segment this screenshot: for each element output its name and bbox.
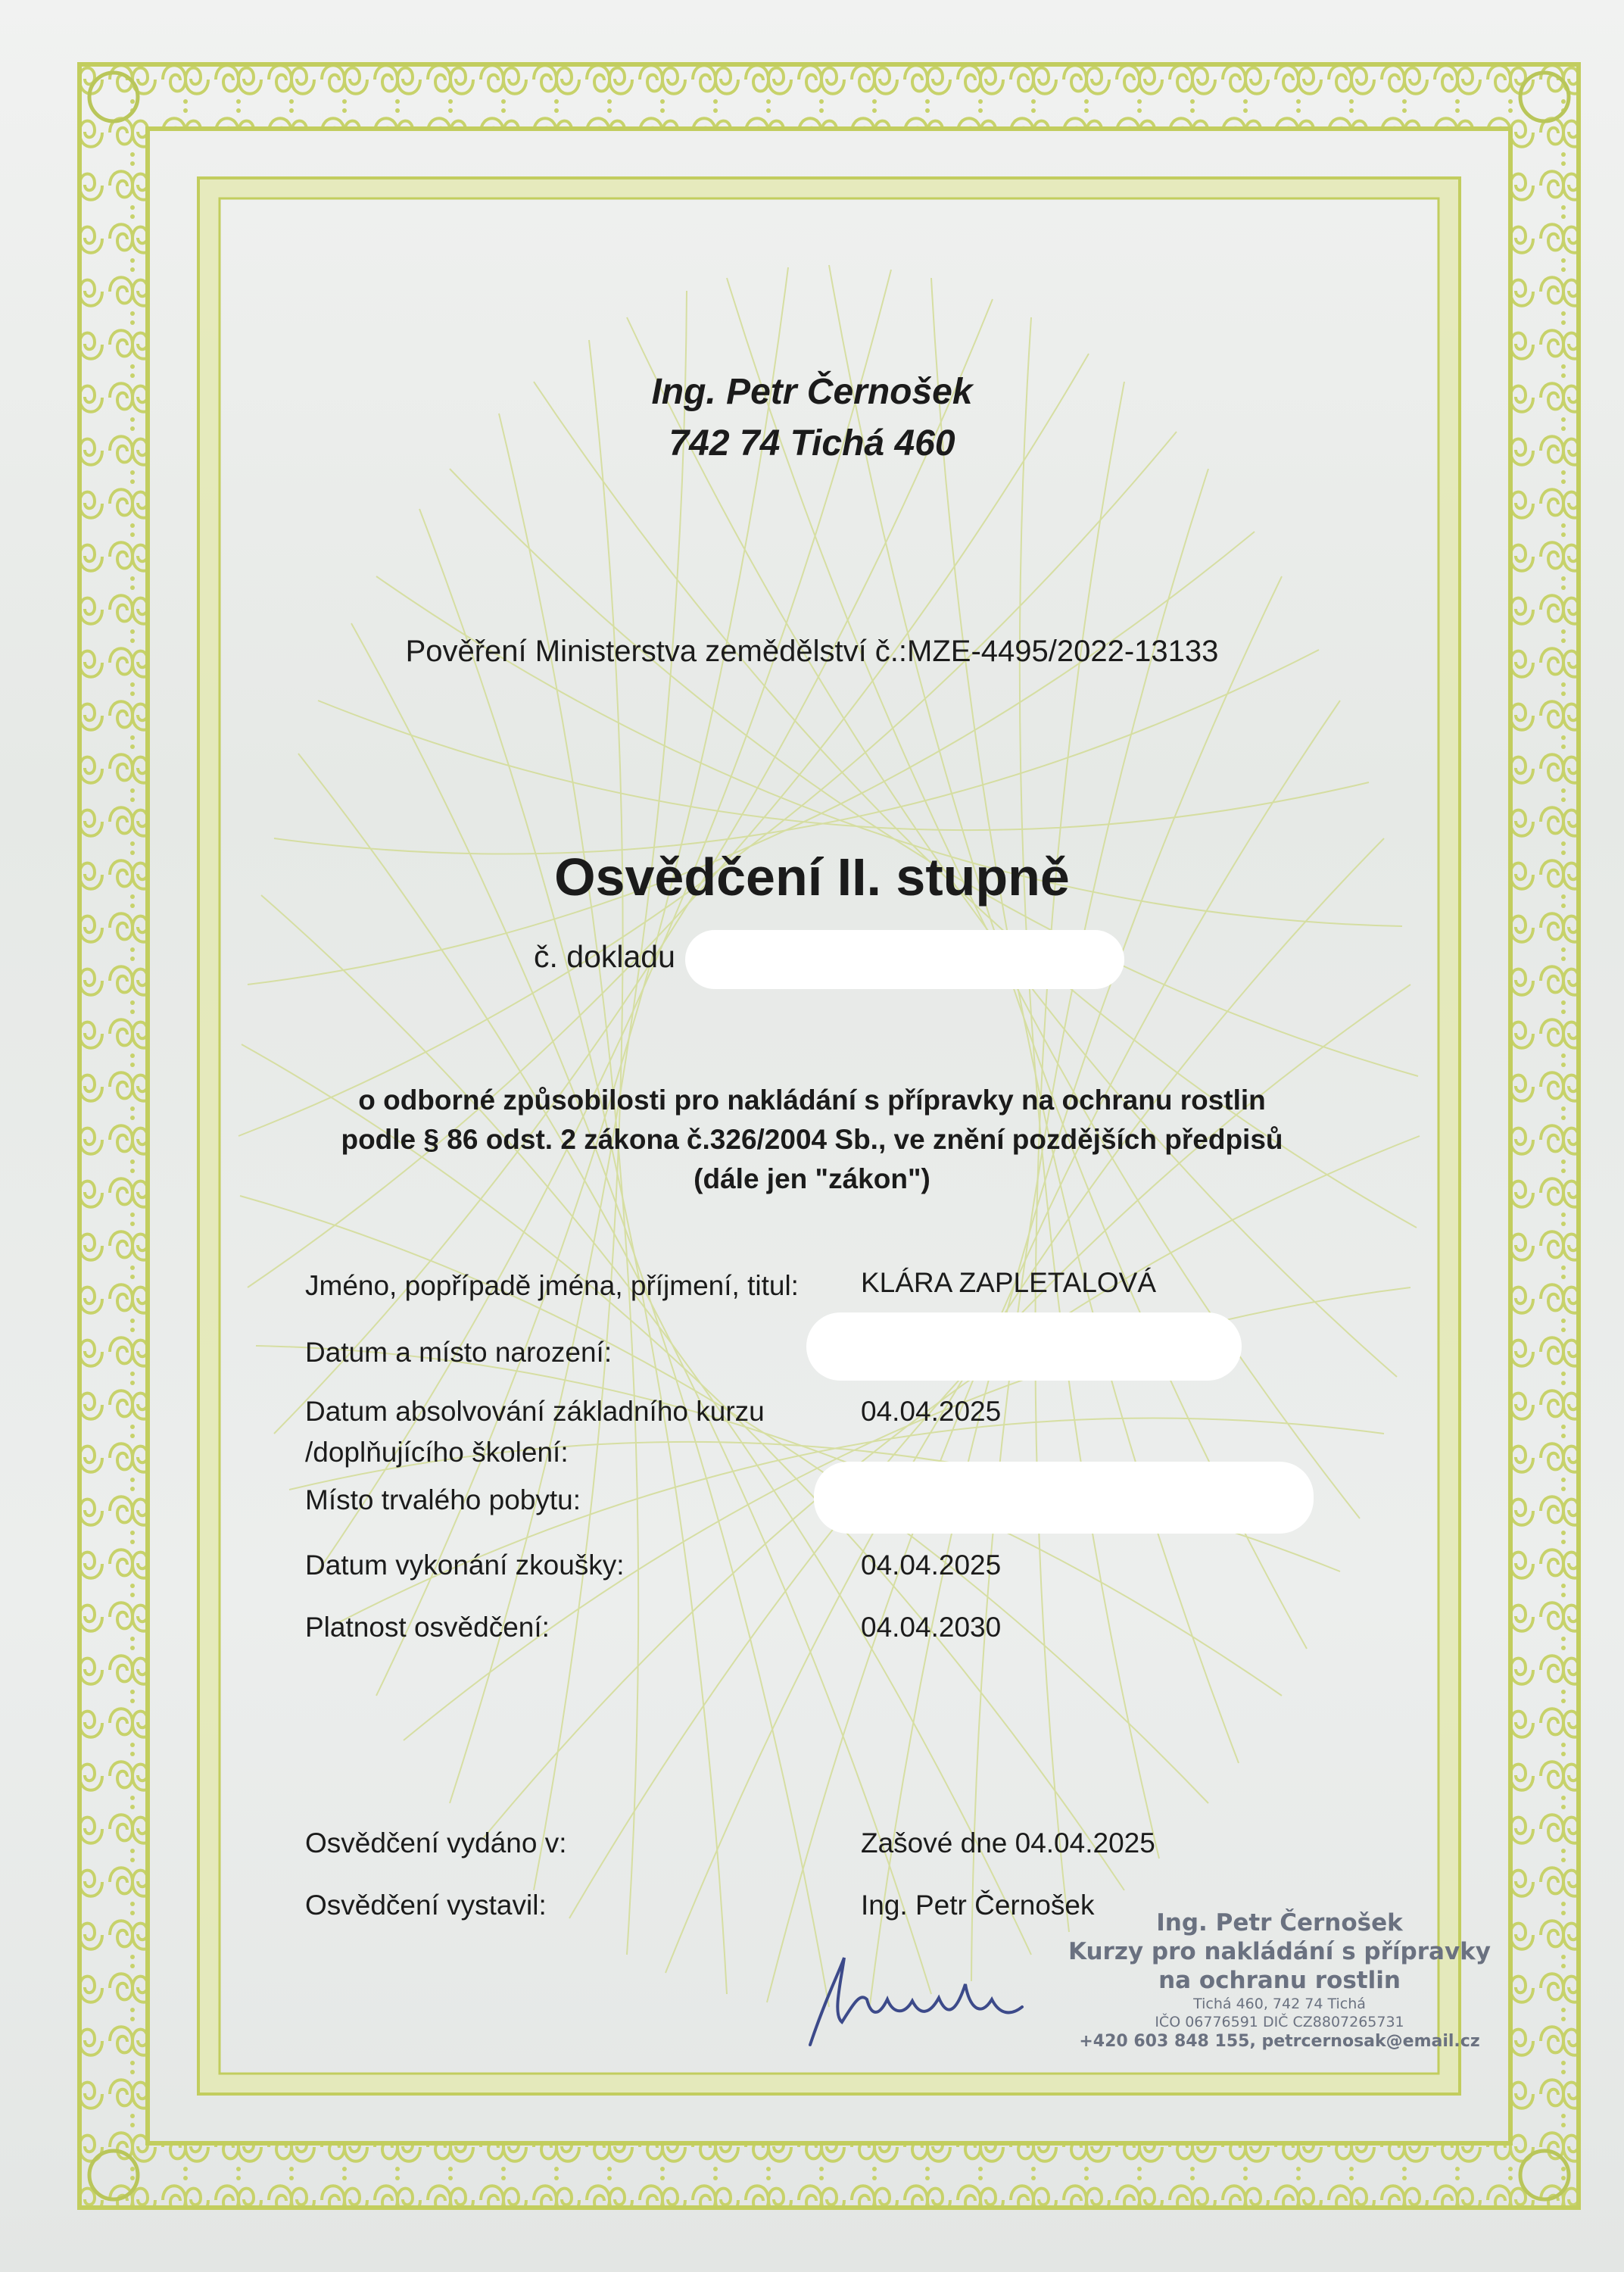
validity-label: Platnost osvědčení: (305, 1612, 550, 1643)
redacted-birth-data (806, 1312, 1242, 1381)
issuer-stamp (1045, 1908, 1514, 2052)
issued-by-value: Ing. Petr Černošek (861, 1890, 1095, 1921)
issuer-address: 742 74 Tichá 460 (669, 423, 955, 463)
issued-in-label: Osvědčení vydáno v: (305, 1827, 567, 1858)
stamp-line-4: Tichá 460, 742 74 Tichá (1193, 1996, 1366, 2012)
stamp-line-2: Kurzy pro nakládání s přípravky (1068, 1938, 1491, 1965)
redacted-residence (814, 1462, 1314, 1534)
issued-in-value: Zašové dne 04.04.2025 (861, 1827, 1155, 1858)
course-label-line-2: /doplňujícího školení: (305, 1437, 569, 1468)
issuer-name: Ing. Petr Černošek (651, 372, 973, 412)
name-label: Jméno, popřípadě jména, příjmení, titul: (305, 1270, 799, 1301)
guilloche-line (274, 650, 1319, 854)
guilloche-line (248, 532, 1255, 985)
document-number-label: č. dokladu (534, 939, 675, 974)
issued-by-label: Osvědčení vystavil: (305, 1890, 547, 1921)
birth-label: Datum a místo narození: (305, 1337, 613, 1368)
course-label-line-1: Datum absolvování základního kurzu (305, 1396, 765, 1427)
residence-label: Místo trvalého pobytu: (305, 1484, 581, 1515)
guilloche-line (351, 623, 829, 2007)
name-value: KLÁRA ZAPLETALOVÁ (861, 1267, 1157, 1298)
exam-date-value: 04.04.2025 (861, 1550, 1002, 1581)
legal-text-line-1: o odborné způsobilosti pro nakládání s přípravky na ochranu rostlin (358, 1085, 1266, 1116)
stamp-line-1: Ing. Petr Černošek (1156, 1909, 1403, 1937)
certificate-title: Osvědčení II. stupně (554, 847, 1070, 907)
guilloche-line (665, 838, 1384, 1973)
guilloche-line (238, 432, 1177, 1136)
guilloche-line (971, 469, 1208, 1981)
legal-text-line-3: (dále jen "zákon") (694, 1163, 930, 1194)
signature (810, 1958, 1022, 2045)
ministry-authorization: Pověření Ministerstva zemědělství č.:MZE-4495/2022-13133 (405, 635, 1219, 668)
legal-text-line-2: podle § 86 odst. 2 zákona č.326/2004 Sb., ve znění pozdějších předpisů (341, 1124, 1283, 1155)
guilloche-line (931, 278, 1239, 1763)
stamp-line-3: na ochranu rostlin (1158, 1967, 1401, 1994)
stamp-line-5: IČO 06776591 DIČ CZ8807265731 (1155, 2014, 1404, 2030)
stamp-line-6: +420 603 848 155, petrcernosak@email.cz (1079, 2032, 1480, 2051)
redacted-document-number (685, 930, 1124, 989)
validity-date-value: 04.04.2030 (861, 1612, 1002, 1643)
course-date-value: 04.04.2025 (861, 1396, 1002, 1427)
exam-label: Datum vykonání zkoušky: (305, 1550, 625, 1581)
guilloche-line (419, 509, 727, 1994)
